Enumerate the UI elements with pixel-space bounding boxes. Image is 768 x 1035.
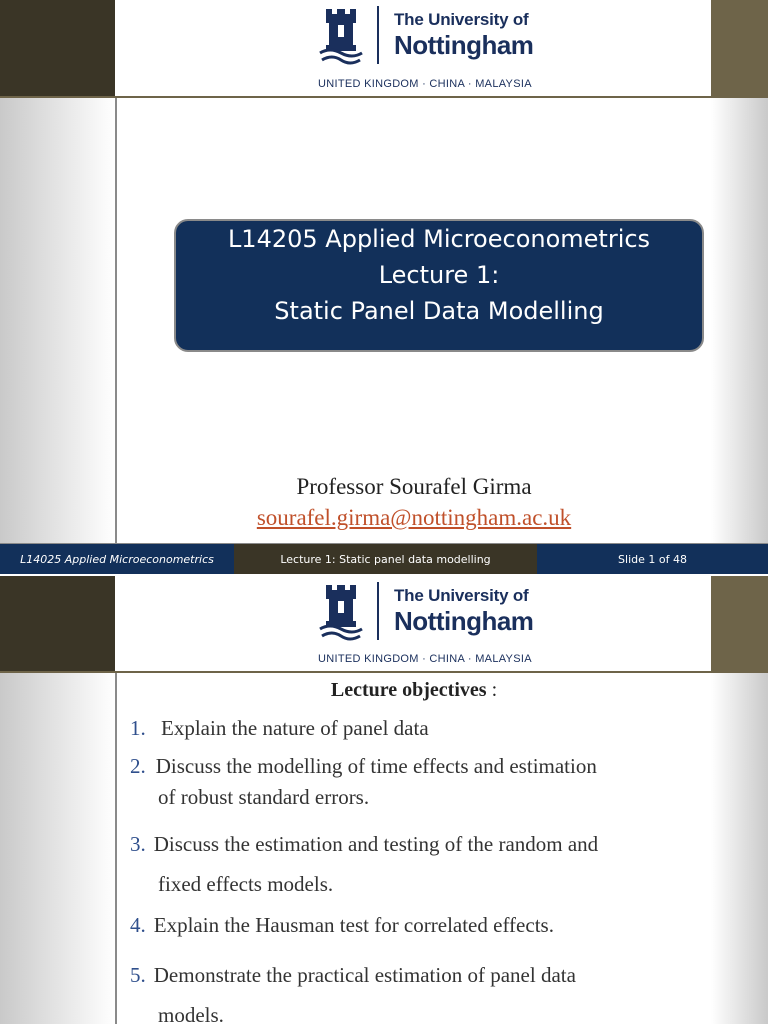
objective-item-1 — [130, 713, 710, 744]
logo-area-2 — [115, 576, 711, 672]
objective-item-5 — [130, 955, 710, 1035]
logo-area — [115, 0, 711, 97]
header-dark-square — [0, 0, 115, 97]
footer-top-line — [0, 543, 768, 544]
slide2-top-rule — [0, 671, 768, 673]
objective-text: Discuss the estimation and testing of the random and — [153, 832, 599, 856]
slide2-border — [115, 672, 117, 1024]
objective-text: Demonstrate the practical estimation of panel data — [153, 963, 576, 987]
header2-right-strip — [711, 576, 768, 672]
objective-number: 2. — [130, 754, 146, 778]
email-link[interactable]: sourafel.girma@nottingham.ac.uk — [256, 505, 572, 530]
objective-text: Explain the Hausman test for correlated effects. — [153, 913, 554, 937]
slide2-right-shade — [711, 672, 768, 1024]
slide1-title-box — [174, 219, 704, 352]
header2-dark-square — [0, 576, 115, 672]
logo-subtitle: UNITED KINGDOM · CHINA · MALAYSIA — [318, 653, 532, 665]
logo-divider — [377, 582, 379, 640]
logo-line-1: The University of — [394, 586, 529, 605]
objectives-heading-suffix: : — [486, 679, 498, 701]
logo-line-2: Nottingham — [394, 606, 534, 636]
objective-text-cont: fixed effects models. — [158, 872, 334, 896]
logo-line-1: The University of — [394, 10, 529, 29]
title-line-2: Lecture 1: — [378, 261, 500, 289]
castle-crest-icon — [318, 581, 364, 641]
slide1-left-shade — [0, 97, 115, 543]
slide1-right-shade — [711, 97, 768, 543]
logo-subtitle: UNITED KINGDOM · CHINA · MALAYSIA — [318, 78, 532, 90]
objective-number: 4. — [130, 913, 146, 937]
footer-right: Slide 1 of 48 — [537, 544, 768, 574]
objective-text: Discuss the modelling of time effects and estimation — [155, 754, 597, 778]
title-line-3: Static Panel Data Modelling — [274, 297, 604, 325]
objectives-heading-text: Lecture objectives — [330, 679, 487, 701]
objective-item-4 — [130, 910, 710, 941]
logo-line-2: Nottingham — [394, 30, 534, 60]
professor-name: Professor Sourafel Girma — [296, 474, 532, 499]
logo-divider — [377, 6, 379, 64]
footer-center: Lecture 1: Static panel data modelling — [234, 544, 537, 574]
header-right-strip — [711, 0, 768, 97]
objective-item-3 — [130, 824, 710, 904]
objective-item-2 — [130, 751, 710, 813]
objective-number: 1. — [130, 716, 146, 740]
objective-number: 5. — [130, 963, 146, 987]
objective-text-cont: models. — [158, 1003, 224, 1027]
objective-text: Explain the nature of panel data — [161, 716, 429, 740]
castle-crest-icon — [318, 5, 364, 65]
objective-number: 3. — [130, 832, 146, 856]
objective-text-cont: of robust standard errors. — [158, 785, 370, 809]
footer-left: L14025 Applied Microeconometrics — [0, 544, 234, 574]
slide1-top-rule — [0, 96, 768, 98]
title-line-1: L14205 Applied Microeconometrics — [227, 225, 651, 253]
slide2-left-shade — [0, 672, 115, 1024]
objectives-heading — [117, 679, 711, 702]
